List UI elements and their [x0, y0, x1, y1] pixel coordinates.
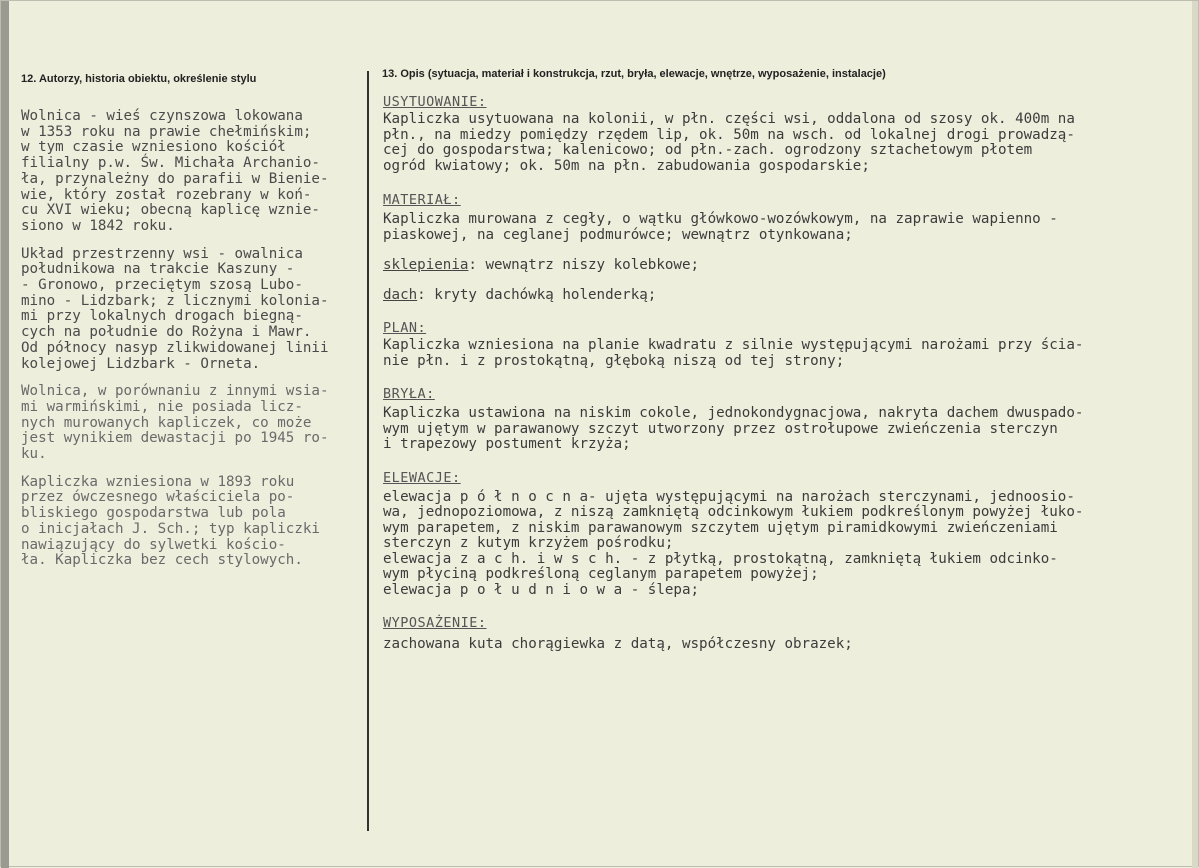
section-sklepienia: [383, 257, 1183, 273]
description-column: [383, 91, 1183, 653]
section-title-material: MATERIAŁ:: [383, 192, 461, 208]
history-column: [21, 109, 371, 581]
section-title-dach: dach: [383, 287, 418, 303]
section-text-material: Kapliczka murowana z cegły, o wątku główkowo-wozówkowym, na zaprawie wapienno - piaskowej, na ceglanej podmurówce; wewnątrz otynkowana;: [383, 211, 1058, 243]
section-text-plan: Kapliczka wzniesiona na planie kwadratu z silnie występującymi narożami przy ścia- nie płn. i z prostokątną, głęboką niszą od tej strony;: [383, 337, 1084, 369]
section-text-usytuowanie: Kapliczka usytuowana na kolonii, w płn. części wsi, oddalona od szosy ok. 400m na płn., na miedzy pomiędzy rzędem lip, ok. 50m na wsch. od lokalnej drogi prowadzą- cej do gospodarstwa; kalenicowo; od płn.-zach. ogrodzony sztachetowym płotem ogród kwiatowy; ok. 50m na płn. zabudowania gospodarskie;: [383, 111, 1075, 174]
section-title-sklepienia: sklepienia: [383, 257, 469, 273]
section-text-wyposazenie: zachowana kuta chorągiewka z datą, współczesny obrazek;: [383, 636, 853, 652]
section-title-wyposazenie: WYPOSAŻENIE:: [383, 615, 487, 631]
section-title-elewacje: ELEWACJE:: [383, 469, 461, 486]
history-paragraph-layout: Układ przestrzenny wsi - owalnica południkowa na trakcie Kaszuny - - Gronowo, przeciętym szosą Lubo- mino - Lidzbark; z licznymi kolonia- mi przy lokalnych drogach biegną- cych na południe do Rożyna i Mawr. Od północy nasyp zlikwidowanej linii kolejowej Lidzbark - Orneta.: [21, 245, 329, 372]
history-paragraph-village: Wolnica - wieś czynszowa lokowana w 1353 roku na prawie chełmińskim; w tym czasie wzniesiono kościół filialny p.w. Św. Michała Archanio- ła, przynależny do parafii w Bienie- wie, który został rozebrany w koń- cu XVI wieku; obecną kaplicę wznie- siono w 1842 roku.: [21, 108, 329, 234]
left-column-header: 12. Autorzy, historia obiektu, określenie stylu: [21, 73, 257, 85]
section-bryla: [383, 383, 1183, 453]
section-title-plan: PLAN:: [383, 320, 427, 336]
history-paragraph-comparison: Wolnica, w porównaniu z innymi wsia- mi warmińskimi, nie posiada licz- nych murowanych kapliczek, co może jest wynikiem dewastacji po 1945 ro- ku.: [21, 383, 329, 463]
section-title-bryla: BRYŁA:: [383, 386, 435, 402]
section-text-sklepienia: : wewnątrz niszy kolebkowe;: [468, 257, 700, 273]
section-text-bryla: Kapliczka ustawiona na niskim cokole, jednokondygnacjowa, nakryta dachem dwuspado- wym ujętym w parawanowy szczyt utworzony przez ostrołupowe zwieńczenia sterczyn i trapezowy postument krzyża;: [383, 405, 1084, 452]
section-elewacje: [383, 467, 1183, 599]
section-plan: [383, 317, 1183, 369]
scan-edge-left: [1, 1, 9, 868]
section-dach: [383, 287, 1183, 303]
section-text-elewacje: elewacja p ó ł n o c n a- ujęta występującymi na narożach sterczynami, jednoosio- wa, jednopoziomowa, z niszą zamkniętą odcinkowym łukiem podkreślonym powyżej łuko- wym parapetem, z niskim parawanowym szczytem ujętym piramidkowymi zwieńczeniami sterczyn z kutym krzyżem pośrodku; elewacja z a c h. i w s c h. - z płytką, prostokątną, zamkniętą łukiem odcinko- wym płyciną podkreśloną ceglanym parapetem powyżej; elewacja p o ł u d n i o w a - ślepa;: [383, 488, 1084, 598]
section-usytuowanie: [383, 91, 1183, 174]
section-text-dach: : kryty dachówką holenderką;: [417, 287, 657, 303]
scan-edge-right: [1192, 1, 1198, 868]
right-column-header: 13. Opis (sytuacja, materiał i konstrukcja, rzut, bryła, elewacje, wnętrze, wyposażenie, instalacje): [382, 68, 886, 80]
section-wyposazenie: [383, 612, 1183, 653]
section-title-usytuowanie: USYTUOWANIE:: [383, 94, 487, 110]
history-paragraph-chapel: Kapliczka wzniesiona w 1893 roku przez ówczesnego właściciela po- bliskiego gospodarstwa lub pola o inicjałach J. Sch.; typ kapliczki nawiązujący do sylwetki kościo- ła. Kapliczka bez cech stylowych.: [21, 473, 320, 569]
section-material: [383, 189, 1183, 243]
